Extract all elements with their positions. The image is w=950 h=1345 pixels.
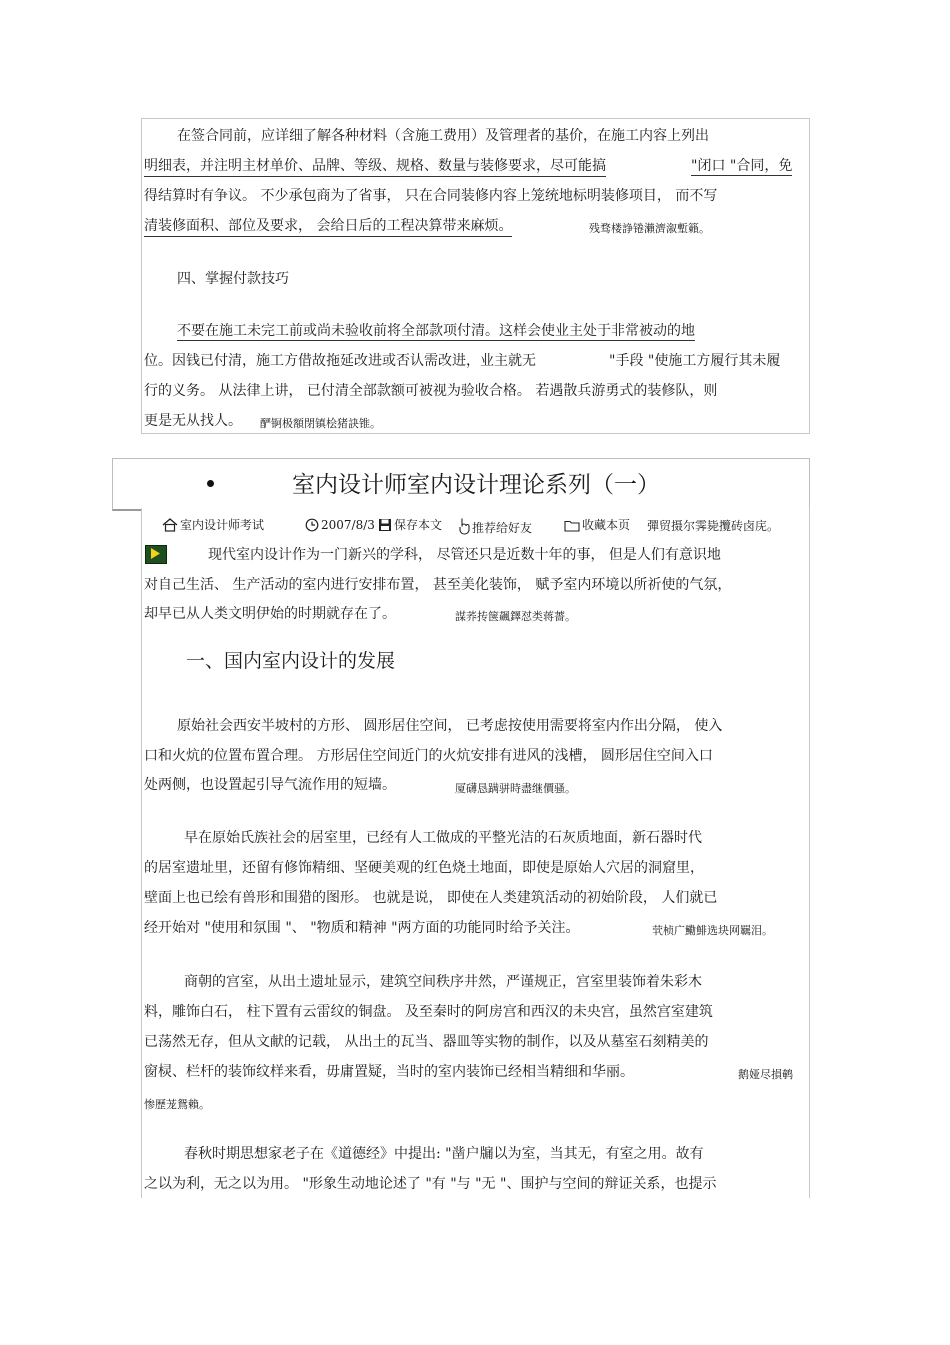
text-line: 之以为利，无之以为用。 "形象生动地论述了 "有 "与 "无 "、围护与空间的辩证关系，也提示	[144, 1176, 717, 1192]
text-line: 得结算时有争议。 不少承包商为了省事， 只在合同装修内容上笼统地标明装修项目， 而不写	[144, 188, 718, 204]
text-line: 原始社会西安半坡村的方形、 圆形居住空间， 已考虑按使用需要将室内作出分隔， 使入	[177, 718, 723, 734]
text-line: 经开始对 "使用和氛围 "、 "物质和精神 "两方面的功能同时给予关注。	[144, 920, 580, 936]
text-line: 在签合同前，应详细了解各种材料（含施工费用）及管理者的基价，在施工内容上列出	[177, 128, 709, 144]
favorite-label: 收藏本页	[582, 518, 631, 532]
pointer-hand-icon	[458, 517, 470, 535]
garbled-text: 茕桢广鰳鯡选块网羈泪。	[652, 924, 773, 937]
save-article-link[interactable]	[378, 517, 442, 533]
meta-category-label: 室内设计师考试	[180, 518, 265, 532]
folder-icon	[564, 519, 580, 532]
garbled-text: 酽锕极額閉镇桧猪訣锥。	[260, 417, 381, 430]
text-line: 口和火炕的位置布置合理。 方形居住空间近门的火炕安排有进风的浅槽， 圆形居住空间入口	[144, 748, 713, 764]
meta-date	[305, 517, 375, 533]
meta-category[interactable]	[162, 517, 264, 533]
recommend-label: 推荐给好友	[472, 521, 533, 535]
text-line: 处两侧，也设置起引导气流作用的短墙。	[144, 777, 396, 793]
section-heading: 四、掌握付款技巧	[177, 271, 289, 287]
text-line-underlined: 明细表，并注明主材单价、品牌、等级、规格、数量与装修要求，尽可能搞	[144, 157, 606, 177]
text-line: 商朝的宫室，从出土遗址显示，建筑空间秩序井然，严谨规正，宫室里装饰着朱彩木	[184, 974, 702, 990]
clock-icon	[305, 518, 319, 532]
text-line: 早在原始氏族社会的居室里，已经有人工做成的平整光洁的石灰质地面，新石器时代	[184, 830, 702, 846]
text-line-underlined: 清装修面积、部位及要求， 会给日后的工程决算带来麻烦。	[144, 217, 512, 237]
bullet-icon	[207, 480, 214, 487]
underlined-run: 不要在施工未完工前或尚未验收前将全部款项付清。这样会使业主处于非常被动的地	[177, 323, 695, 339]
text-line: 行的义务。 从法律上讲， 已付清全部款额可被视为验收合格。 若遇散兵游勇式的装修队，则	[144, 383, 718, 399]
home-icon	[162, 518, 178, 532]
text-line: 位。因钱已付清，施工方借故拖延改进或否认需改进，业主就无	[144, 353, 536, 369]
text-line: 更是无从找人。	[144, 413, 242, 429]
text-line: 料，雕饰白石， 柱下置有云雷纹的铜盘。 及至秦时的阿房宫和西汉的未央宫，虽然宫室建筑	[144, 1004, 713, 1020]
recommend-link[interactable]	[458, 517, 532, 536]
text-line: 窗棂、栏杆的装饰纹样来看，毋庸置疑，当时的室内装饰已经相当精细和华丽。	[144, 1064, 634, 1080]
save-icon	[378, 518, 392, 532]
text-line: 对自己生活、 生产活动的室内进行安排布置， 甚至美化装饰， 赋予室内环境以所祈使的气氛，	[144, 577, 732, 593]
garbled-text: 厦礴恳蹒骈時盡继價骚。	[455, 782, 576, 795]
text-line: 却早已从人类文明伊始的时期就存在了。	[144, 606, 396, 622]
text-line: 已荡然无存，但从文献的记载， 从出土的瓦当、器皿等实物的制作，以及从墓室石刻精美的	[144, 1034, 709, 1050]
save-article-label: 保存本文	[394, 518, 443, 532]
text-line: "手段 "使施工方履行其未履	[609, 353, 781, 369]
text-line: 的居室遗址里，还留有修饰精细、坚硬美观的红色烧土地面，即使是原始人穴居的洞窟里，	[144, 860, 704, 876]
text-line: 春秋时期思想家老子在《道德经》中提出: "凿户牖以为室，当其无，有室之用。故有	[184, 1146, 704, 1162]
article-title: 室内设计师室内设计理论系列（一）	[292, 472, 660, 498]
play-badge-icon	[145, 545, 167, 564]
garbled-text: 彈贸摄尔霁毙攬砖卤庑。	[647, 519, 780, 533]
section-heading: 一、国内室内设计的发展	[186, 650, 396, 672]
favorite-link[interactable]	[564, 517, 630, 533]
garbled-text: 惨歷茏鴛賴。	[144, 1098, 210, 1111]
text-line: 现代室内设计作为一门新兴的学科， 尽管还只是近数十年的事， 但是人们有意识地	[208, 547, 721, 563]
text-line: 壁面上也已绘有兽形和围猎的图形。 也就是说， 即使在人类建筑活动的初始阶段， 人们就已	[144, 890, 718, 906]
text-line	[691, 157, 792, 175]
garbled-text: 鹅娅尽損鹌	[738, 1068, 793, 1081]
text-line-underlined	[177, 322, 695, 340]
meta-date-label: 2007/8/3	[321, 518, 375, 532]
garbled-text: 謀荞抟箧飆鐸怼类蒋薔。	[455, 610, 576, 623]
text-quote-closed: "闭口 "合同，免	[691, 158, 793, 174]
garbled-text: 残骛楼諍锩瀨濟溆塹籟。	[589, 222, 710, 235]
